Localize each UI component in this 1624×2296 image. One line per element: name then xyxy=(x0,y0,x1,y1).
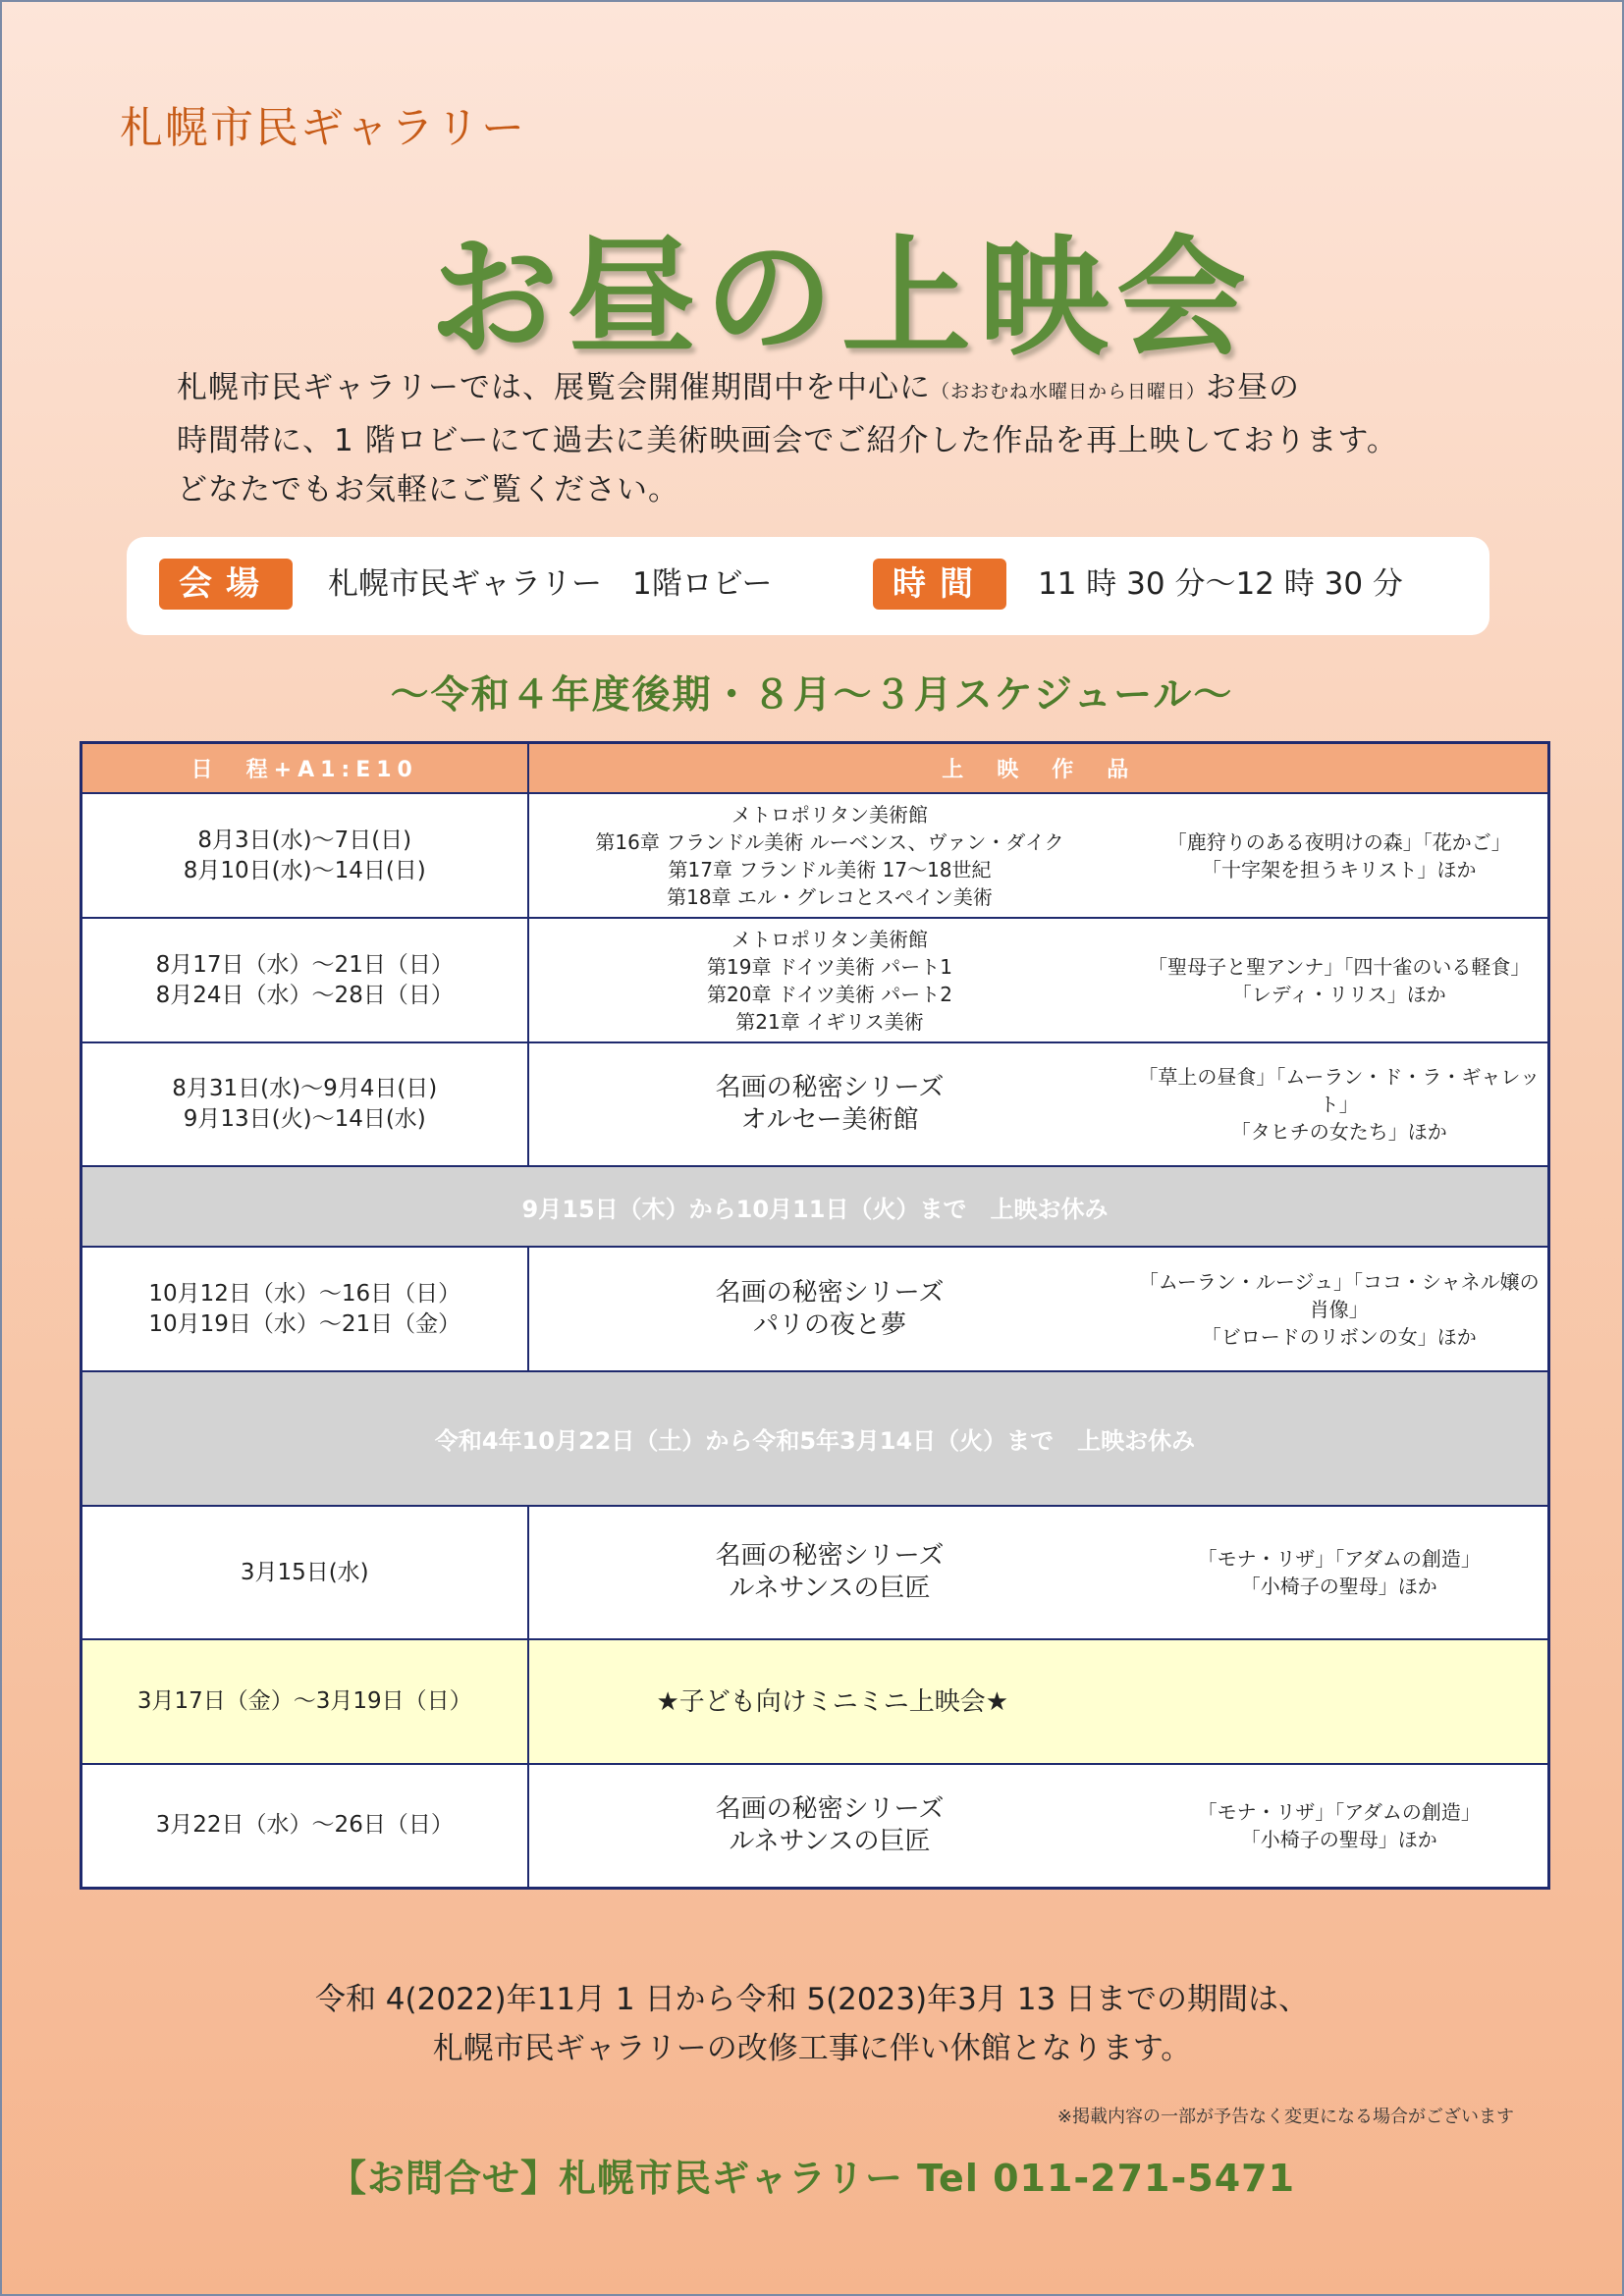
intro-text xyxy=(177,363,1492,514)
venue-badge: 会場 xyxy=(159,559,293,610)
work-line: メトロポリタン美術館 xyxy=(731,927,928,951)
work-cell xyxy=(528,793,1131,918)
contact-info: 【お問合せ】札幌市民ギャラリー Tel 011-271-5471 xyxy=(328,2157,1296,2200)
organization-name: 札幌市民ギャラリー xyxy=(120,103,526,153)
date-cell xyxy=(81,918,528,1042)
featured-line: 「小椅子の聖母」ほか xyxy=(1240,1575,1437,1598)
table-row xyxy=(81,918,1549,1042)
closure-row xyxy=(81,1371,1549,1506)
work-line: メトロポリタン美術館 xyxy=(731,802,928,827)
date-cell xyxy=(81,1042,528,1166)
work-line: 名画の秘密シリーズ xyxy=(715,1073,945,1102)
work-cell xyxy=(528,1506,1131,1639)
header-date: 日 程+A1:E10 xyxy=(81,743,528,794)
page-title: お昼の上映会 xyxy=(429,223,1254,374)
venue-text: 札幌市民ギャラリー 1階ロビー xyxy=(328,566,773,602)
featured-line: 「モナ・リザ」「アダムの創造」 xyxy=(1197,1799,1481,1824)
work-line: ルネサンスの巨匠 xyxy=(729,1574,931,1603)
notice-line-1: 令和 4(2022)年11月 1 日から令和 5(2023)年3月 13 日までの期間は、 xyxy=(314,1982,1310,2017)
work-line: 名画の秘密シリーズ xyxy=(715,1541,945,1571)
table-row xyxy=(81,793,1549,918)
date-cell xyxy=(81,793,528,918)
featured-works-cell xyxy=(1131,1764,1549,1888)
work-line: 名画の秘密シリーズ xyxy=(715,1277,945,1308)
date-line: 3月15日(水) xyxy=(240,1559,369,1585)
intro-line-3: どなたでもお気軽にご覧ください。 xyxy=(177,472,679,507)
work-line: 第20章 ドイツ美術 パート2 xyxy=(707,982,952,1006)
featured-line: 「草上の昼食」「ムーラン・ド・ラ・ギャレット」 xyxy=(1138,1065,1541,1116)
work-line: ルネサンスの巨匠 xyxy=(729,1826,931,1856)
featured-line: 「モナ・リザ」「アダムの創造」 xyxy=(1197,1547,1481,1571)
intro-line-1a: 札幌市民ギャラリーでは、展覧会開催期間中を中心に xyxy=(177,370,931,405)
work-line: 名画の秘密シリーズ xyxy=(715,1793,945,1824)
date-cell xyxy=(81,1247,528,1371)
disclaimer: ※掲載内容の一部が予告なく変更になる場合がございます xyxy=(1056,2107,1514,2127)
notice-line-2: 札幌市民ギャラリーの改修工事に伴い休館となります。 xyxy=(432,2031,1192,2066)
schedule-heading: ～令和４年度後期・８月～３月スケジュール～ xyxy=(390,673,1234,718)
schedule-table xyxy=(80,741,1550,1890)
work-cell xyxy=(528,1247,1131,1371)
intro-line-1-small: （おおむね水曜日から日曜日） xyxy=(931,381,1207,402)
table-header-row xyxy=(81,743,1549,794)
intro-line-1b: お昼の xyxy=(1206,370,1301,405)
closure-announcement xyxy=(2,1975,1622,2073)
date-line: 8月17日（水）～21日（日） xyxy=(155,951,454,978)
featured-line: 「聖母子と聖アンナ」「四十雀のいる軽食」 xyxy=(1148,954,1531,979)
work-line: 第19章 ドイツ美術 パート1 xyxy=(707,954,952,979)
work-line: 第21章 イギリス美術 xyxy=(735,1009,924,1034)
featured-line: 「小椅子の聖母」ほか xyxy=(1240,1827,1437,1851)
empty-cell xyxy=(1131,1639,1549,1764)
work-line: 第16章 フランドル美術 ルーベンス、ヴァン・ダイク xyxy=(595,829,1064,854)
header-work: 上 映 作 品 xyxy=(528,743,1549,794)
table-row xyxy=(81,1042,1549,1166)
featured-works-cell xyxy=(1131,1042,1549,1166)
featured-line: 「タヒチの女たち」ほか xyxy=(1230,1120,1447,1144)
date-cell xyxy=(81,1764,528,1888)
featured-works-cell xyxy=(1131,793,1549,918)
table-row xyxy=(81,1506,1549,1639)
featured-line: 「ムーラン・ルージュ」「ココ・シャネル嬢の肖像」 xyxy=(1138,1269,1540,1321)
featured-line: 「レディ・リリス」ほか xyxy=(1231,982,1446,1006)
date-line: 10月19日（水）～21日（金） xyxy=(148,1310,461,1337)
closure-row xyxy=(81,1166,1549,1247)
date-line: 9月13日(火)～14日(水) xyxy=(183,1106,426,1132)
date-line: 8月24日（水）～28日（日） xyxy=(155,982,454,1008)
time-badge: 時間 xyxy=(873,559,1006,610)
featured-line: 「ビロードのリボンの女」ほか xyxy=(1201,1324,1477,1349)
work-cell xyxy=(528,1764,1131,1888)
info-box xyxy=(127,537,1489,635)
date-line: 3月22日（水）～26日（日） xyxy=(155,1812,454,1839)
featured-line: 「十字架を担うキリスト」ほか xyxy=(1201,857,1477,881)
work-line: オルセー美術館 xyxy=(740,1105,919,1135)
work-line: 第18章 エル・グレコとスペイン美術 xyxy=(667,884,993,909)
work-cell xyxy=(528,918,1131,1042)
work-cell xyxy=(528,1042,1131,1166)
kids-row xyxy=(81,1639,1549,1764)
table-row xyxy=(81,1764,1549,1888)
date-cell: 3月17日（金）～3月19日（日） xyxy=(81,1639,528,1764)
work-line: パリの夜と夢 xyxy=(752,1309,906,1340)
work-line: 第17章 フランドル美術 17～18世紀 xyxy=(668,857,992,881)
intro-line-2: 時間帯に、1 階ロビーにて過去に美術映画会でご紹介した作品を再上映しております。 xyxy=(177,423,1398,458)
kids-event-cell: ★子ども向けミニミニ上映会★ xyxy=(528,1639,1131,1764)
date-line: 8月31日(水)～9月4日(日) xyxy=(172,1076,438,1101)
date-line: 10月12日（水）～16日（日） xyxy=(148,1280,461,1307)
date-line: 8月10日(水)～14日(日) xyxy=(183,857,426,883)
date-line: 8月3日(水)～7日(日) xyxy=(197,827,412,853)
intro-line-1 xyxy=(177,363,1492,416)
featured-works-cell xyxy=(1131,1506,1549,1639)
table-row xyxy=(81,1247,1549,1371)
date-cell xyxy=(81,1506,528,1639)
featured-line: 「鹿狩りのある夜明けの森」「花かご」 xyxy=(1166,829,1511,854)
closure-notice: 9月15日（木）から10月11日（火）まで 上映お休み xyxy=(81,1166,1549,1247)
time-text: 11 時 30 分～12 時 30 分 xyxy=(1038,566,1403,602)
closure-notice: 令和4年10月22日（土）から令和5年3月14日（火）まで 上映お休み xyxy=(81,1371,1549,1506)
featured-works-cell xyxy=(1131,1247,1549,1371)
featured-works-cell xyxy=(1131,918,1549,1042)
